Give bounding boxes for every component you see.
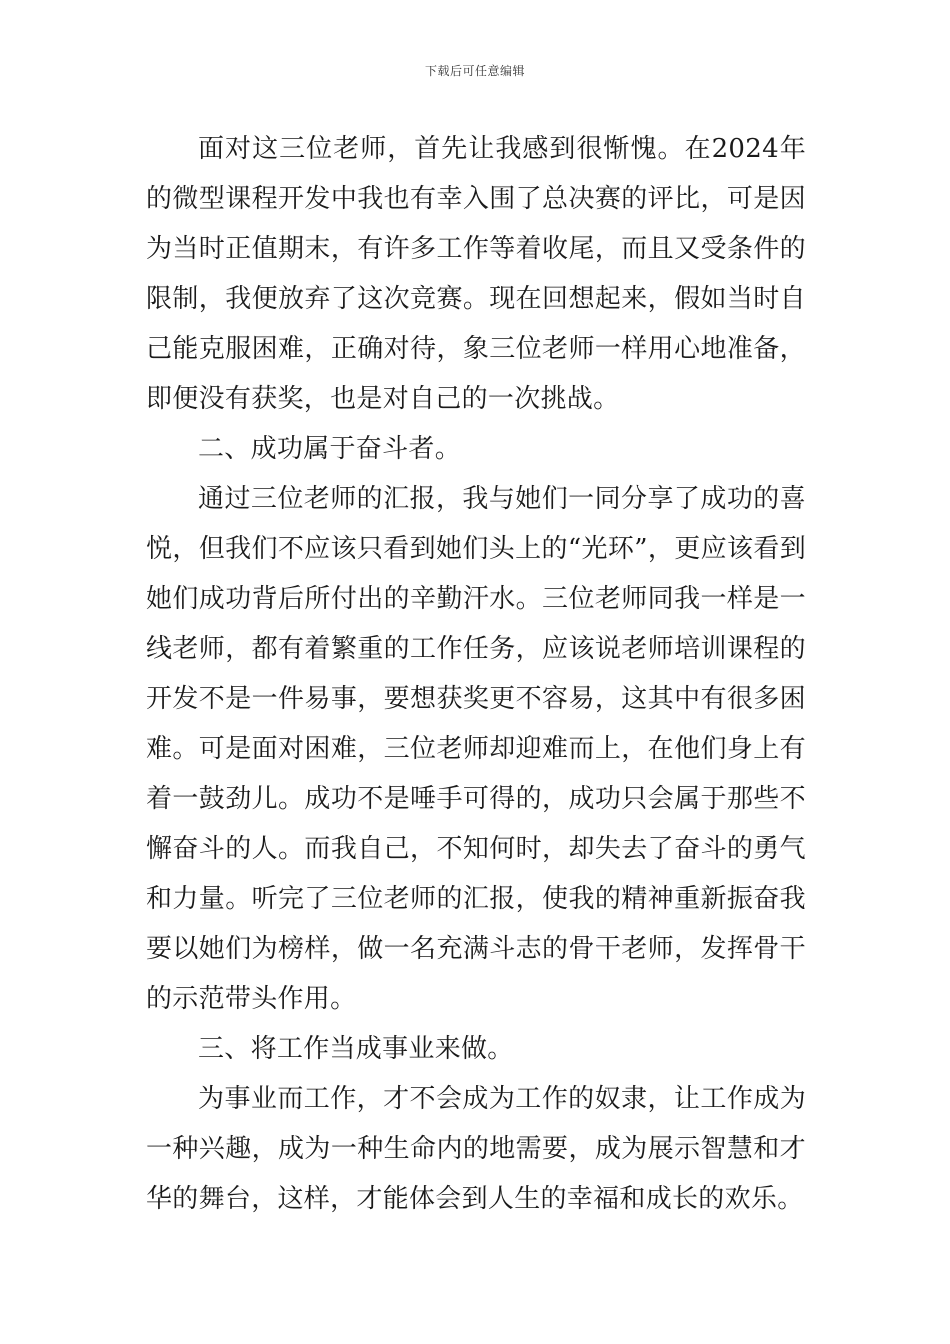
document-body: [146, 124, 806, 1224]
paragraph-career: 为事业而工作，才不会成为工作的奴隶，让工作成为一种兴趣，成为一种生命内的地需要，成为展示智慧和才华的舞台，这样，才能体会到人生的幸福和成长的欢乐。: [146, 1084, 806, 1214]
paragraph-reflection: 面对这三位老师，首先让我感到很惭愧。在2024年的微型课程开发中我也有幸入围了总决赛的评比，可是因为当时正值期末，有许多工作等着收尾，而且又受条件的限制，我便放弃了这次竞赛。现在回想起来，假如当时自己能克服困难，正确对待，象三位老师一样用心地准备，即便没有获奖，也是对自己的一次挑战。: [146, 134, 806, 414]
header-note: 下载后可任意编辑: [424, 64, 525, 78]
paragraph-success: 通过三位老师的汇报，我与她们一同分享了成功的喜悦，但我们不应该只看到她们头上的“光环”，更应该看到她们成功背后所付出的辛勤汗水。三位老师同我一样是一线老师，都有着繁重的工作任务，应该说老师培训课程的开发不是一件易事，要想获奖更不容易，这其中有很多困难。可是面对困难，三位老师却迎难而上，在他们身上有着一鼓劲儿。成功不是唾手可得的，成功只会属于那些不懈奋斗的人。而我自己，不知何时，却失去了奋斗的勇气和力量。听完了三位老师的汇报，使我的精神重新振奋我要以她们为榜样，做一名充满斗志的骨干老师，发挥骨干的示范带头作用。: [146, 484, 806, 1014]
section-heading-2: 二、成功属于奋斗者。: [198, 434, 462, 464]
section-heading-3: 三、将工作当成事业来做。: [198, 1034, 514, 1064]
